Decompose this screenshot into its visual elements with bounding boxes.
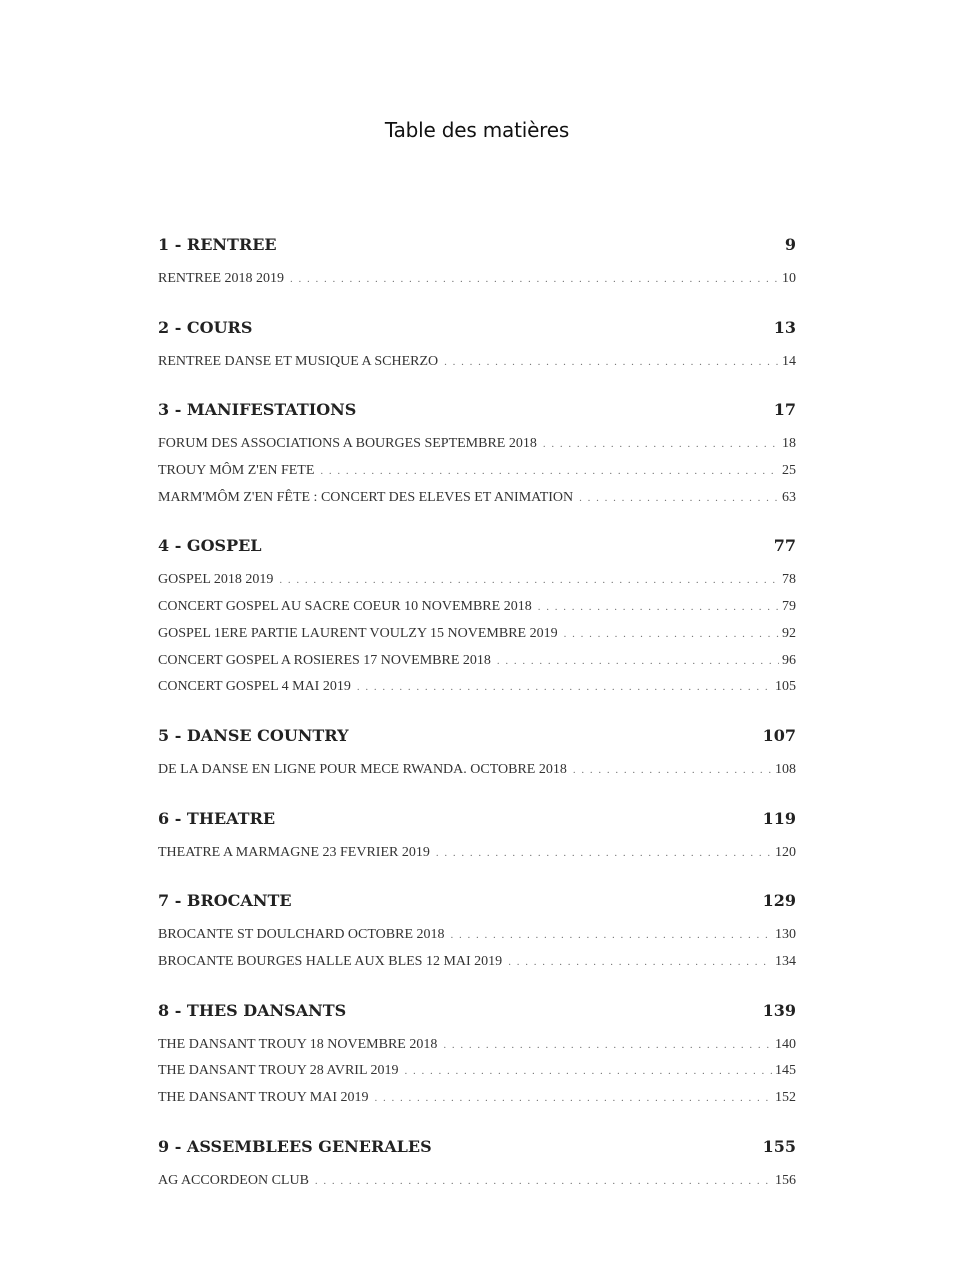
section-heading-page: 129 (762, 891, 796, 911)
dot-leader (279, 567, 779, 594)
toc-entry[interactable] (158, 431, 796, 458)
dot-leader (497, 648, 779, 675)
toc-entry-page: 134 (775, 953, 796, 969)
dot-leader (320, 458, 779, 485)
toc-entry-label: AG ACCORDEON CLUB (158, 1172, 309, 1188)
dot-leader (579, 485, 779, 512)
toc-section-heading[interactable] (158, 315, 796, 341)
toc-entry-label: BROCANTE ST DOULCHARD OCTOBRE 2018 (158, 927, 445, 943)
toc-entry[interactable] (158, 949, 796, 976)
toc-section-heading[interactable] (158, 232, 796, 258)
dot-leader (538, 594, 779, 621)
dot-leader (451, 922, 772, 949)
section-heading-page: 17 (773, 400, 796, 420)
toc-entry-page: 96 (782, 652, 796, 668)
toc-section-heading[interactable] (158, 723, 796, 749)
toc-section-heading[interactable] (158, 397, 796, 423)
toc-entry-page: 79 (782, 599, 796, 615)
section-heading-page: 139 (762, 1000, 796, 1020)
section-heading-label: 4 - GOSPEL (158, 536, 262, 556)
toc-section (158, 232, 796, 293)
toc-entry-label: THEATRE A MARMAGNE 23 FEVRIER 2019 (158, 844, 430, 860)
toc-entry-label: DE LA DANSE EN LIGNE POUR MECE RWANDA. OCTOBRE 2018 (158, 761, 567, 777)
section-heading-label: 1 - RENTREE (158, 235, 277, 254)
dot-leader (443, 1032, 772, 1059)
section-heading-label: 3 - MANIFESTATIONS (158, 400, 357, 420)
toc-entry-label: GOSPEL 2018 2019 (158, 572, 274, 588)
toc-section-heading[interactable] (158, 806, 796, 832)
toc-entry-label: CONCERT GOSPEL 4 MAI 2019 (158, 679, 351, 695)
toc-entry-label: CONCERT GOSPEL AU SACRE COEUR 10 NOVEMBRE 2018 (158, 599, 532, 615)
dot-leader (375, 1085, 772, 1112)
toc-section (158, 1134, 796, 1195)
toc-entry[interactable] (158, 621, 796, 648)
toc-section (158, 397, 796, 511)
toc-entry[interactable] (158, 840, 796, 867)
section-heading-label: 6 - THEATRE (158, 808, 276, 828)
section-heading-label: 8 - THES DANSANTS (158, 1000, 347, 1020)
section-heading-label: 7 - BROCANTE (158, 891, 292, 911)
toc-entry[interactable] (158, 922, 796, 949)
toc-section-heading[interactable] (158, 998, 796, 1024)
toc-entry-label: THE DANSANT TROUY 18 NOVEMBRE 2018 (158, 1036, 438, 1052)
dot-leader (315, 1168, 772, 1195)
dot-leader (543, 431, 779, 458)
toc-entry-page: 120 (775, 844, 796, 860)
toc-entry-page: 156 (775, 1172, 796, 1188)
toc-entry-page: 25 (782, 463, 796, 479)
toc-entry[interactable] (158, 1085, 796, 1112)
toc-entry-page: 14 (782, 353, 796, 369)
toc-entry-page: 140 (775, 1036, 796, 1052)
dot-leader (444, 349, 779, 376)
toc-entry-page: 130 (775, 927, 796, 943)
toc-entry[interactable] (158, 485, 796, 512)
dot-leader (436, 840, 772, 867)
toc-entry-page: 152 (775, 1090, 796, 1105)
section-heading-page: 119 (762, 808, 796, 828)
toc-section (158, 888, 796, 975)
section-heading-label: 9 - ASSEMBLEES GENERALES (158, 1136, 432, 1156)
dot-leader (573, 757, 772, 784)
toc-entry-page: 63 (782, 489, 796, 505)
toc-entry[interactable] (158, 594, 796, 621)
section-heading-label: 5 - DANSE COUNTRY (158, 725, 349, 745)
toc-entry-label: THE DANSANT TROUY MAI 2019 (158, 1090, 369, 1105)
toc-entry-label: THE DANSANT TROUY 28 AVRIL 2019 (158, 1063, 399, 1079)
toc-entry[interactable] (158, 648, 796, 675)
section-heading-page: 107 (762, 725, 796, 745)
toc-section-heading[interactable] (158, 888, 796, 914)
dot-leader (290, 266, 779, 293)
section-heading-page: 155 (762, 1136, 796, 1156)
toc-section (158, 533, 796, 700)
toc-entry[interactable] (158, 757, 796, 784)
toc-entry[interactable] (158, 458, 796, 485)
toc-entry[interactable] (158, 1032, 796, 1059)
toc-entry[interactable] (158, 266, 796, 293)
toc-entry-page: 108 (775, 761, 796, 777)
toc-section (158, 315, 796, 376)
toc-section (158, 998, 796, 1112)
dot-leader (357, 674, 772, 701)
toc-entry-page: 92 (782, 625, 796, 641)
toc-entry-page: 145 (775, 1063, 796, 1079)
toc-entry[interactable] (158, 349, 796, 376)
toc-section-heading[interactable] (158, 533, 796, 559)
page-title: Table des matières (384, 118, 570, 142)
toc-section (158, 806, 796, 867)
toc-entry[interactable] (158, 567, 796, 594)
toc-entry-page: 18 (782, 436, 796, 452)
toc-entry-page: 10 (782, 271, 796, 286)
toc-entry[interactable] (158, 1058, 796, 1085)
section-heading-page: 9 (784, 235, 796, 254)
toc-section-heading[interactable] (158, 1134, 796, 1160)
toc-entry[interactable] (158, 674, 796, 701)
section-heading-label: 2 - COURS (158, 317, 253, 337)
section-heading-page: 13 (773, 317, 796, 337)
toc-entry[interactable] (158, 1168, 796, 1195)
table-of-contents (158, 232, 796, 1216)
toc-entry-label: FORUM DES ASSOCIATIONS A BOURGES SEPTEMBRE 2018 (158, 436, 537, 452)
section-heading-page: 77 (773, 536, 796, 556)
toc-entry-label: CONCERT GOSPEL A ROSIERES 17 NOVEMBRE 2018 (158, 652, 491, 668)
dot-leader (404, 1058, 772, 1085)
toc-section (158, 723, 796, 784)
toc-entry-label: RENTREE 2018 2019 (158, 271, 284, 286)
toc-entry-label: GOSPEL 1ERE PARTIE LAURENT VOULZY 15 NOVEMBRE 2019 (158, 625, 558, 641)
toc-entry-label: RENTREE DANSE ET MUSIQUE A SCHERZO (158, 353, 439, 369)
toc-entry-label: TROUY MÔM Z'EN FETE (158, 463, 315, 479)
toc-entry-page: 105 (775, 679, 796, 695)
toc-entry-label: MARM'MÔM Z'EN FÊTE : CONCERT DES ELEVES ET ANIMATION (158, 489, 574, 505)
toc-entry-page: 78 (782, 572, 796, 588)
dot-leader (508, 949, 772, 976)
toc-entry-label: BROCANTE BOURGES HALLE AUX BLES 12 MAI 2019 (158, 953, 503, 969)
dot-leader (564, 621, 779, 648)
